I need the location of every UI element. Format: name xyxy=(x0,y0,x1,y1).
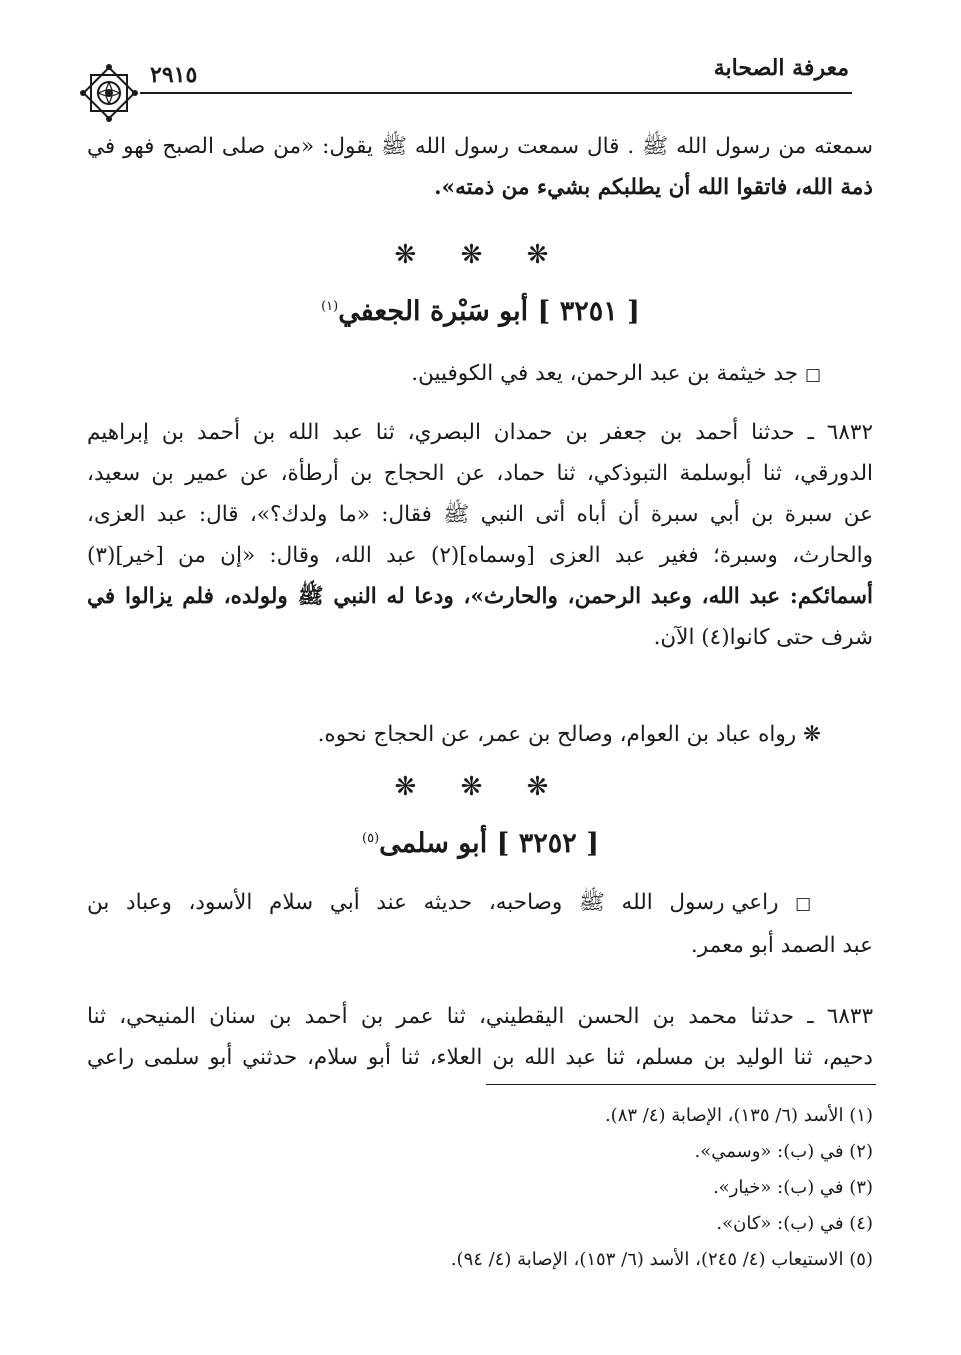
note-text: رواه عباد بن العوام، وصالح بن عمر، عن الحجاج نحوه. xyxy=(317,722,797,747)
transmission-note xyxy=(121,714,821,755)
section-separator: ❋ ❋ ❋ xyxy=(394,240,567,270)
footnote-divider xyxy=(486,1084,876,1085)
hadith-6833 xyxy=(87,996,873,1078)
text-line: والحارث، وسبرة؛ فغير عبد العزى [وسماه](٢) عبد الله، وقال: «إن من [خير](٣) xyxy=(87,543,873,568)
description-text: راعي رسول الله ﷺ وصاحبه، حديثه عند أبي سلام الأسود، وعباد بن xyxy=(87,890,779,915)
entry-description xyxy=(121,353,821,396)
text-line: ذمة الله، فاتقوا الله أن يطلبكم بشيء من ذمته». xyxy=(434,175,873,200)
text-line: أسمائكم: عبد الله، وعبد الرحمن، والحارث»، ودعا له النبي ﷺ ولولده، فلم يزالوا في xyxy=(87,584,873,609)
entry-heading-3251 xyxy=(0,296,961,327)
text-line: عبد الصمد أبو معمر. xyxy=(690,933,873,958)
footnote: (١) الأسد (٦/ ١٣٥)، الإصابة (٤/ ٨٣). xyxy=(604,1105,873,1126)
footnote: (٣) في (ب): «خيار». xyxy=(712,1177,873,1198)
star-ornament-icon xyxy=(78,62,140,124)
text-line: الدورقي، ثنا أبوسلمة التبوذكي، ثنا حماد، عن الحجاج بن أرطأة، عن عمير بن سعيد، xyxy=(87,461,873,486)
asterism-icon: ❋ xyxy=(802,722,821,747)
header-divider xyxy=(140,92,852,94)
box-marker-icon: □ xyxy=(795,894,821,914)
entry-heading-text: [ ٣٢٥١ ] أبو سَبْرة الجعفي xyxy=(338,296,640,327)
description-text: جد خيثمة بن عبد الرحمن، يعد في الكوفيين. xyxy=(411,361,799,386)
box-marker-icon: □ xyxy=(804,365,821,385)
footnote-ref: (١) xyxy=(321,299,339,314)
page-number: ٢٩١٥ xyxy=(150,62,198,88)
running-header-title: معرفة الصحابة xyxy=(713,55,849,81)
entry-heading-3252 xyxy=(0,828,961,859)
footnotes xyxy=(87,1098,873,1278)
intro-paragraph xyxy=(87,126,873,208)
text-line: ٦٨٣٣ ـ حدثنا محمد بن الحسن اليقطيني، ثنا عمر بن أحمد بن سنان المنيحي، ثنا xyxy=(87,1004,873,1029)
text-line: سمعته من رسول الله ﷺ . قال سمعت رسول الله ﷺ يقول: «من صلى الصبح فهو في xyxy=(87,134,873,159)
footnote: (٢) في (ب): «وسمي». xyxy=(694,1141,873,1162)
entry-heading-text: [ ٣٢٥٢ ] أبو سلمى xyxy=(379,828,599,859)
text-line: شرف حتى كانوا(٤) الآن. xyxy=(653,625,873,650)
hadith-6832 xyxy=(87,412,873,658)
section-separator: ❋ ❋ ❋ xyxy=(394,772,567,802)
text-line: عن سبرة بن أبي سبرة أن أباه أتى النبي ﷺ فقال: «ما ولدك؟»، قال: عبد العزى، xyxy=(87,502,873,527)
footnote: (٤) في (ب): «كان». xyxy=(716,1213,873,1234)
text-line: ٦٨٣٢ ـ حدثنا أحمد بن جعفر بن حمدان البصري، ثنا عبد الله بن أحمد بن إبراهيم xyxy=(87,420,873,445)
entry-description xyxy=(87,882,873,966)
text-line: دحيم، ثنا الوليد بن مسلم، ثنا عبد الله بن العلاء، ثنا أبو سلام، حدثني أبو سلمى راعي xyxy=(87,1045,873,1070)
footnote-ref: (٥) xyxy=(362,831,380,846)
footnote: (٥) الاستيعاب (٤/ ٢٤٥)، الأسد (٦/ ١٥٣)، الإصابة (٤/ ٩٤). xyxy=(450,1249,873,1270)
